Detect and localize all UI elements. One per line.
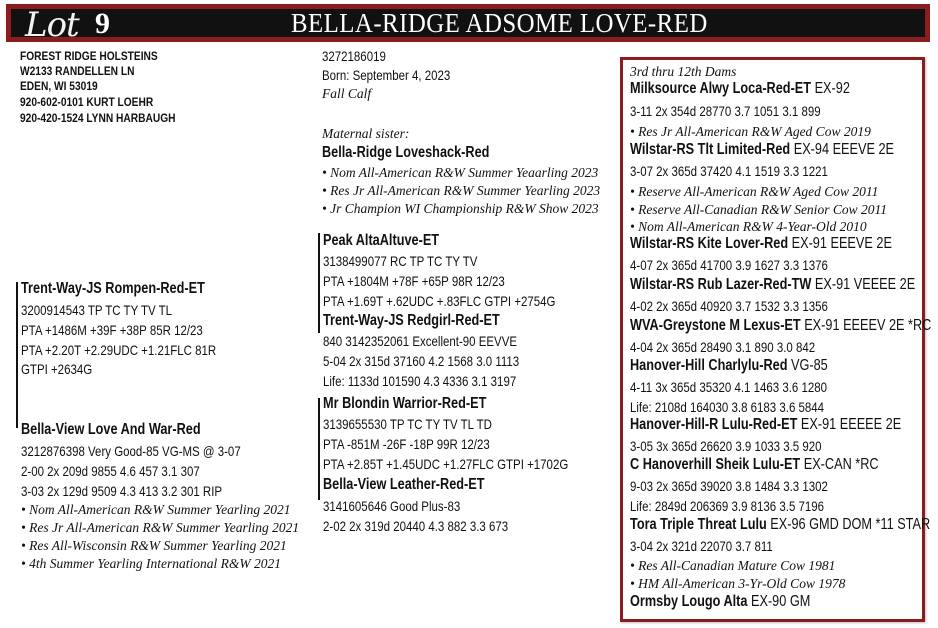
sire-sire-name: Peak AltaAltuve-ET xyxy=(323,232,440,249)
dam-record-line: 9-03 2x 365d 39020 3.8 1484 3.3 1302 xyxy=(630,478,828,494)
dam-line: 3212876398 Very Good-85 VG-MS @ 3-07 xyxy=(21,443,241,459)
lot-number: 9 xyxy=(95,7,110,40)
owner-line: 920-420-1524 LYNN HARBAUGH xyxy=(20,111,176,125)
award-item: • Nom All-American R&W Summer Yearling 2021 xyxy=(21,502,291,517)
dam-record-line: 3-07 2x 365d 37420 4.1 1519 3.3 1221 xyxy=(630,163,828,179)
dam-classification: EX-CAN *RC xyxy=(800,456,879,473)
dam-name-bold: Wilstar-RS Rub Lazer-Red-TW xyxy=(630,276,812,293)
dam-record-line: Life: 2108d 164030 3.8 6183 3.6 5844 xyxy=(630,399,825,415)
dam-line: 3-03 2x 129d 9509 4.3 413 3.2 301 RIP xyxy=(21,483,223,499)
lot-label: Lot xyxy=(25,5,79,45)
dam-name-bold: Hanover-Hill Charlylu-Red xyxy=(630,357,788,374)
owner-line: EDEN, WI 53019 xyxy=(20,79,98,93)
award-item: • Res All-Wisconsin R&W Summer Yearling 2021 xyxy=(21,538,287,553)
dam-name-bold: Tora Triple Threat Lulu xyxy=(630,516,767,533)
pedigree-bracket-sire xyxy=(16,282,18,428)
sire-line: PTA +2.20T +2.29UDC +1.21FLC 81R xyxy=(21,342,217,358)
dam-name-bold: WVA-Greystone M Lexus-ET xyxy=(630,317,801,334)
dam-record-line: 4-04 2x 365d 28490 3.1 890 3.0 842 xyxy=(630,339,816,355)
award-item: • Res Jr All-American R&W Summer Yearling 2021 xyxy=(21,520,300,535)
dam-name-bold: C Hanoverhill Sheik Lulu-ET xyxy=(630,456,801,473)
sire-sire-line: PTA +1804M +78F +65P 98R 12/23 xyxy=(323,273,505,289)
dam-record-line: Life: 2849d 206369 3.9 8136 3.5 7196 xyxy=(630,498,825,514)
award-item: • Res All-Canadian Mature Cow 1981 xyxy=(630,558,836,573)
owner-line: W2133 RANDELLEN LN xyxy=(20,64,135,78)
award-item: • 4th Summer Yearling International R&W 2021 xyxy=(21,556,281,571)
dam-classification: EX-94 EEEVE 2E xyxy=(790,141,895,158)
award-item: • Nom All-American R&W 4-Year-Old 2010 xyxy=(630,219,867,234)
award-item: • Jr Champion WI Championship R&W Show 2023 xyxy=(322,201,599,216)
award-item: • Reserve All-Canadian R&W Senior Cow 2011 xyxy=(630,202,887,217)
dam-sire-line: 3139655530 TP TC TY TV TL TD xyxy=(323,416,492,432)
dam-entry-name xyxy=(630,417,901,433)
dam-name-bold: Wilstar-RS Tlt Limited-Red xyxy=(630,141,791,158)
dam-name-bold: Ormsby Lougo Alta xyxy=(630,593,748,610)
dam-record-line: 3-04 2x 321d 22070 3.7 811 xyxy=(630,538,773,554)
sire-name: Trent-Way-JS Rompen-Red-ET xyxy=(21,280,205,297)
pedigree-bracket-dam-line xyxy=(318,398,320,500)
dam-entry-name xyxy=(630,594,810,610)
dam-entry-name xyxy=(630,236,892,252)
award-item: • HM All-American 3-Yr-Old Cow 1978 xyxy=(630,576,846,591)
dam-record-line: 4-11 3x 365d 35320 4.1 1463 3.6 1280 xyxy=(630,379,828,395)
maternal-sister-label: Maternal sister: xyxy=(322,126,410,141)
dam-sire-line: PTA +2.85T +1.45UDC +1.27FLC GTPI +1702G xyxy=(323,456,569,472)
dam-name: Bella-View Love And War-Red xyxy=(21,421,201,438)
dam-record-line: 3-11 2x 354d 28770 3.7 1051 3.1 899 xyxy=(630,103,821,119)
sire-line: 3200914543 TP TC TY TV TL xyxy=(21,302,173,318)
dam-classification: EX-91 EEEEV 2E *RC xyxy=(800,317,932,334)
dam-dam-name: Bella-View Leather-Red-ET xyxy=(323,476,485,493)
owner-line: FOREST RIDGE HOLSTEINS xyxy=(20,49,158,63)
maternal-sister-name: Bella-Ridge Loveshack-Red xyxy=(322,144,490,161)
dam-record-line: 4-07 2x 365d 41700 3.9 1627 3.3 1376 xyxy=(630,257,828,273)
dam-entry-name xyxy=(630,517,930,533)
dam-line: 2-00 2x 209d 9855 4.6 457 3.1 307 xyxy=(21,463,200,479)
dam-sire-line: PTA -851M -26F -18P 99R 12/23 xyxy=(323,436,490,452)
dam-dam-line: 3141605646 Good Plus-83 xyxy=(323,498,461,514)
dam-classification: EX-91 VEEEE 2E xyxy=(811,276,916,293)
sire-sire-line: 3138499077 RC TP TC TY TV xyxy=(323,253,478,269)
pedigree-bracket-dam xyxy=(16,418,18,428)
dam-record-line: 4-02 2x 365d 40920 3.7 1532 3.3 1356 xyxy=(630,298,828,314)
dams-heading: 3rd thru 12th Dams xyxy=(630,64,737,79)
award-item: • Res Jr All-American R&W Summer Yearling 2023 xyxy=(322,183,601,198)
class-label: Fall Calf xyxy=(322,86,372,101)
banner-inner xyxy=(11,5,925,45)
dam-classification: EX-92 xyxy=(811,80,850,97)
dam-entry-name xyxy=(630,457,879,473)
dam-entry-name xyxy=(630,81,850,97)
sire-dam-line: 5-04 2x 315d 37160 4.2 1568 3.0 1113 xyxy=(323,353,520,369)
birth-date: Born: September 4, 2023 xyxy=(322,67,451,83)
dam-classification: VG-85 xyxy=(787,357,828,374)
dam-dam-line: 2-02 2x 319d 20440 4.3 882 3.3 673 xyxy=(323,518,509,534)
lot-header-banner xyxy=(6,4,930,45)
pedigree-bracket-sire-line xyxy=(318,233,320,333)
sire-dam-line: 840 3142352061 Excellent-90 EEVVE xyxy=(323,333,518,349)
dam-classification: EX-90 GM xyxy=(747,593,811,610)
registration-number: 3272186019 xyxy=(322,48,386,64)
dam-entry-name xyxy=(630,277,915,293)
dam-name-bold: Milksource Alwy Loca-Red-ET xyxy=(630,80,812,97)
award-item: • Res Jr All-American R&W Aged Cow 2019 xyxy=(630,124,871,139)
dam-name-bold: Hanover-Hill-R Lulu-Red-ET xyxy=(630,416,798,433)
dam-entry-name xyxy=(630,358,828,374)
owner-line: 920-602-0101 KURT LOEHR xyxy=(20,95,154,109)
sire-line: PTA +1486M +39F +38P 85R 12/23 xyxy=(21,322,203,338)
dam-name-bold: Wilstar-RS Kite Lover-Red xyxy=(630,235,789,252)
sire-dam-name: Trent-Way-JS Redgirl-Red-ET xyxy=(323,312,500,329)
dam-classification: EX-91 EEEEE 2E xyxy=(797,416,902,433)
dam-record-line: 3-05 3x 365d 26620 3.9 1033 3.5 920 xyxy=(630,438,822,454)
award-item: • Reserve All-American R&W Aged Cow 2011 xyxy=(630,184,879,199)
sire-dam-line: Life: 1133d 101590 4.3 4336 3.1 3197 xyxy=(323,373,517,389)
dam-classification: EX-96 GMD DOM *11 STAR xyxy=(766,516,931,533)
sire-line: GTPI +2634G xyxy=(21,361,93,377)
dam-sire-name: Mr Blondin Warrior-Red-ET xyxy=(323,395,487,412)
sire-sire-line: PTA +1.69T +.62UDC +.83FLC GTPI +2754G xyxy=(323,293,556,309)
award-item: • Nom All-American R&W Summer Yeaarling 2023 xyxy=(322,165,599,180)
dam-entry-name xyxy=(630,318,931,334)
dam-entry-name xyxy=(630,142,894,158)
dam-classification: EX-91 EEEVE 2E xyxy=(788,235,892,252)
animal-title: BELLA-RIDGE ADSOME LOVE-RED xyxy=(291,8,708,38)
